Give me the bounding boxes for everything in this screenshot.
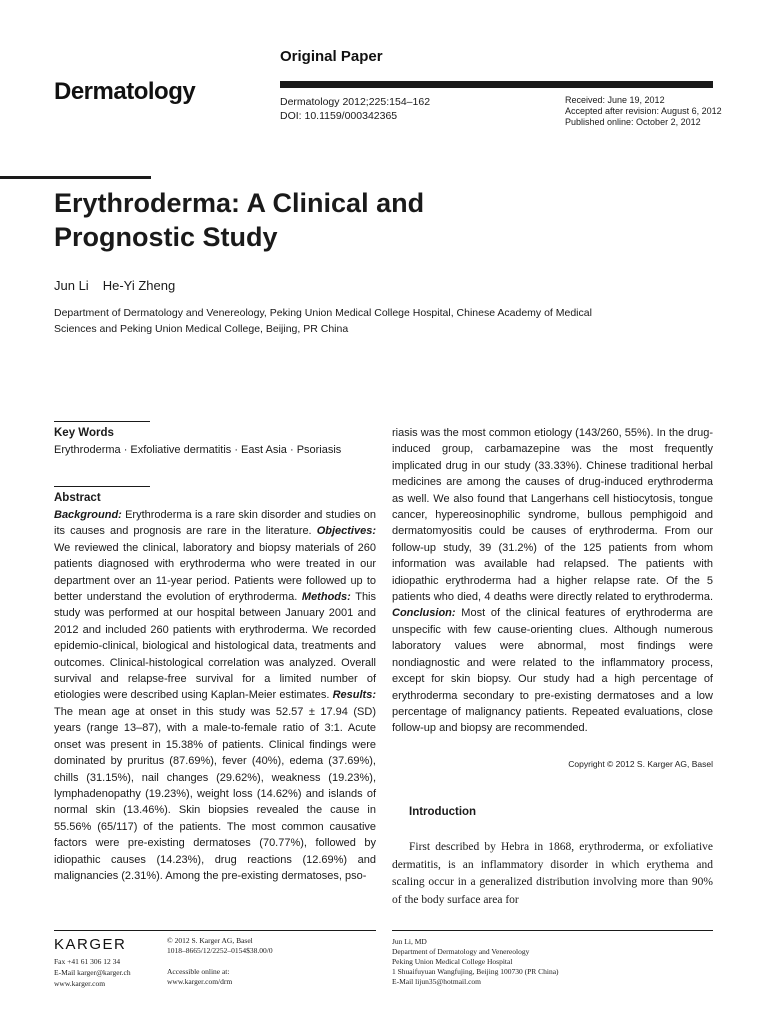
header-rule	[280, 81, 713, 88]
objectives-label: Objectives:	[316, 525, 376, 538]
publisher-contact	[54, 956, 131, 989]
correspondence-email[interactable]: E-Mail lijun35@hotmail.com	[392, 977, 481, 986]
publisher-logo: KARGER	[54, 936, 127, 953]
introduction-text: First described by Hebra in 1868, erythroderma, or exfoliative dermatitis, is an inflammatory disorder in which erythema and scaling occur in a generalized distribution involving more than 90% of the body surface area for	[392, 841, 713, 906]
correspondence-line: 1 Shuaifuyuan Wangfujing, Beijing 100730 (PR China)	[392, 967, 559, 976]
published-date: Published online: October 2, 2012	[565, 117, 701, 127]
results-text: The mean age at onset in this study was 52.57 ± 17.94 (SD) years (range 13–87), with a male-to-female ratio of 3:1. Acute onset was present in 15.38% of patients. Clinical findings were dominated by pruritus (87.69%), fever (40%), edema (37.69%), chills (31.15%), nail changes (29.62%), weakness (19.23%), lymphadenopathy (19.23%), weight loss (14.62%) and islands of normal skin (13.46%). Skin biopsies revealed the cause in 55.56% (65/117) of the patients. The most common causative factors were pre-existing dermatoses (70.77%), followed by idiopathic causes (14.23%), drug reactions (12.69%) and malignancies (2.31%). Among the pre-existing dermatoses, pso-	[54, 705, 376, 882]
publication-history	[565, 95, 722, 128]
fax-line: Fax +41 61 306 12 34	[54, 957, 121, 966]
abstract-heading: Abstract	[54, 492, 101, 504]
abstract-column-right	[392, 425, 713, 737]
article-title	[54, 186, 654, 254]
keywords-heading: Key Words	[54, 427, 114, 439]
paper-type-label: Original Paper	[280, 48, 383, 65]
results-text-continued: riasis was the most common etiology (143/260, 55%). In the drug-induced group, carbamazepine was the most frequently implicated drug in our study (33.33%). Chinese traditional herbal medicines are among the causes of drug-induced erythroderma as well. We also found that Langerhans cell histiocytosis, tongue cancer, hypereosinophilic syndrome, bullous pemphigoid and dermatomyositis could be causes of erythroderma. From our follow-up study, 39 (31.2%) of the 125 patients from whom information was available had relapsed. The patients with idiopathic erythroderma had a higher relapse rate. Of the 5 patients who died, 4 deaths were directly related to erythroderma.	[392, 427, 713, 604]
title-rule	[0, 176, 151, 179]
email-line: E-Mail karger@karger.ch	[54, 968, 131, 977]
accepted-date: Accepted after revision: August 6, 2012	[565, 106, 722, 116]
title-line: Erythroderma: A Clinical and	[54, 188, 425, 218]
methods-text: This study was performed at our hospital between January 2001 and 2012 and included 260 patients with erythroderma. We recorded epidemio-clinical, biological and histological data, treatments and outcomes. Clinical-histological correlation was analyzed. Overall survival and relapse-free survival for a limited number of etiologies were described using Kaplan-Meier estimates.	[54, 591, 377, 702]
background-text: Erythroderma is a rare skin disorder and studies on its causes and prognosis are rare in the literature.	[54, 509, 376, 538]
correspondence-line: Peking Union Medical College Hospital	[392, 957, 513, 966]
keywords-rule	[54, 421, 150, 422]
issn-line: 1018–8665/12/2252–0154$38.00/0	[167, 946, 273, 955]
online-access	[167, 967, 232, 987]
author-name: Jun Li	[54, 278, 89, 293]
background-label: Background:	[54, 509, 122, 521]
methods-label: Methods:	[301, 591, 351, 604]
correspondence-address	[392, 937, 559, 987]
introduction-heading: Introduction	[409, 806, 477, 818]
conclusion-label: Conclusion:	[392, 607, 456, 620]
results-label: Results:	[332, 689, 376, 702]
website-link[interactable]: www.karger.com	[54, 979, 106, 988]
affiliation: Department of Dermatology and Venereology, Peking Union Medical College Hospital, Chinese Academy of Medical Sciences and Peking Union Medical College, Beijing, PR China	[54, 307, 592, 335]
footer-rule-right	[392, 930, 713, 931]
objectives-text: We reviewed the clinical, laboratory and biopsy materials of 260 patients diagnosed with erythroderma who were treated in our department over an 11-year period. Patients were followed up to better understand the evolution of erythroderma.	[54, 541, 376, 604]
received-date: Received: June 19, 2012	[565, 95, 665, 105]
author-list	[54, 278, 175, 293]
online-label: Accessible online at:	[167, 967, 230, 976]
abstract-column-left	[54, 507, 376, 884]
author-name: He-Yi Zheng	[102, 278, 176, 293]
citation-info	[280, 95, 430, 123]
abstract-copyright: Copyright © 2012 S. Karger AG, Basel	[568, 759, 713, 769]
journal-logo: Dermatology	[54, 78, 196, 105]
publisher-copyright	[167, 936, 273, 956]
online-link[interactable]: www.karger.com/drm	[167, 977, 233, 986]
doi-line: DOI: 10.1159/000342365	[280, 110, 398, 122]
abstract-rule	[54, 486, 150, 487]
conclusion-text: Most of the clinical features of erythroderma are unspecific with few cause-orienting clues. Although numerous laboratory values were abnormal, most findings were nondiagnostic and were related to the inflammatory process, except for skin biopsy. Our study had a high percentage of erythroderma secondary to pre-existing dermatoses and a low percentage of malignancy patients. Repeated evaluations, close follow-up and biopsy are recommended.	[392, 607, 713, 735]
footer-rule-left	[54, 930, 376, 931]
copyright-line: © 2012 S. Karger AG, Basel	[167, 936, 253, 945]
title-line: Prognostic Study	[54, 222, 278, 252]
correspondence-line: Jun Li, MD	[392, 937, 427, 946]
correspondence-line: Department of Dermatology and Venereology	[392, 947, 530, 956]
keywords-text: Erythroderma · Exfoliative dermatitis · East Asia · Psoriasis	[54, 444, 342, 456]
citation-line: Dermatology 2012;225:154–162	[280, 96, 431, 108]
